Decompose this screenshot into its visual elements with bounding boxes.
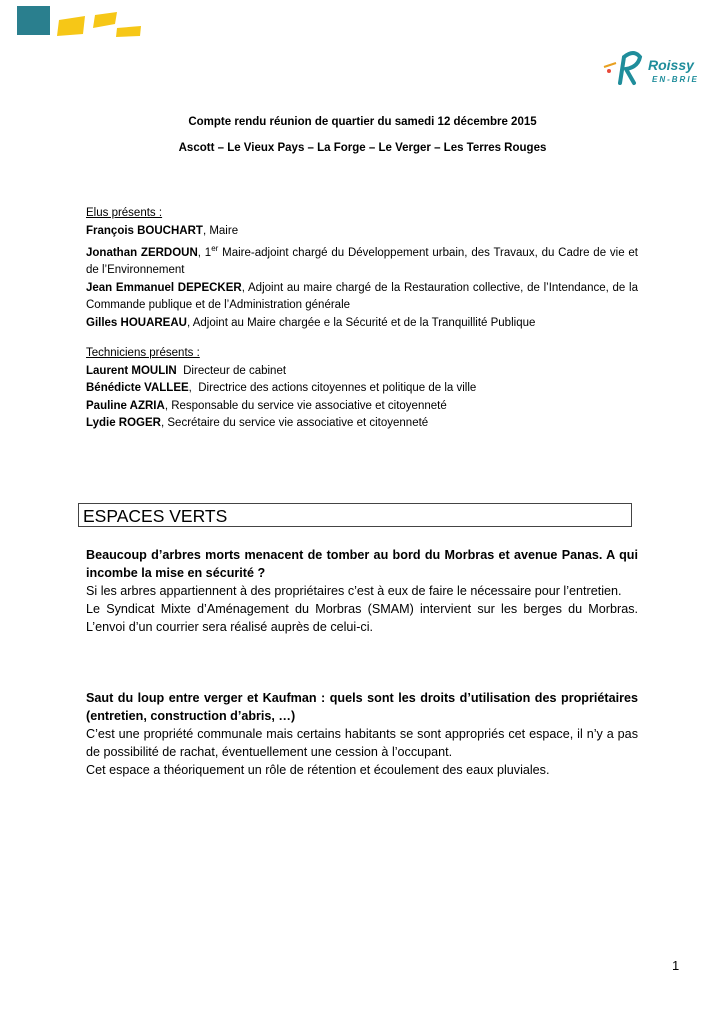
elus-item: François BOUCHART, Maire bbox=[86, 224, 239, 237]
technicien-item: Pauline AZRIA, Responsable du service vie associative et citoyenneté bbox=[86, 399, 447, 412]
qa-item bbox=[86, 689, 638, 779]
technicien-item: Bénédicte VALLEE, Directrice des actions citoyennes et politique de la ville bbox=[86, 382, 477, 394]
page-number: 1 bbox=[672, 958, 680, 973]
technicien-item: Laurent MOULIN Directeur de cabinet bbox=[86, 364, 287, 377]
logo-subtext: EN-BRIE bbox=[652, 75, 699, 84]
elus-heading: Elus présents : bbox=[86, 207, 163, 219]
logo-text: Roissy bbox=[648, 57, 694, 73]
document-title: Compte rendu réunion de quartier du samedi 12 décembre 2015 bbox=[188, 116, 537, 128]
elus-item: Gilles HOUAREAU, Adjoint au Maire chargée e la Sécurité et de la Tranquillité Publique bbox=[86, 316, 536, 329]
elus-section bbox=[86, 205, 638, 332]
elus-item: Jonathan ZERDOUN, 1er Maire-adjoint chargé du Développement urbain, des Travaux, du Cadre de vie et de l’Environnement bbox=[86, 244, 639, 277]
qa-answer: C’est une propriété communale mais certains habitants se sont appropriés cet espace, il n’y a pas de possibilité de rachat, éventuellement une cession à l’occupant. bbox=[86, 727, 638, 759]
logo-mark-icon bbox=[600, 47, 710, 91]
techniciens-section bbox=[86, 345, 638, 433]
qa-answer: Le Syndicat Mixte d’Aménagement du Morbras (SMAM) intervient sur les berges du Morbras. L’envoi d’un courrier sera réalisé auprès de celui-ci. bbox=[86, 602, 638, 634]
roissy-logo bbox=[600, 47, 710, 91]
techniciens-heading: Techniciens présents : bbox=[86, 347, 200, 359]
qa-item bbox=[86, 546, 638, 636]
qa-question: Beaucoup d’arbres morts menacent de tomber au bord du Morbras et avenue Panas. A qui incombe la mise en sécurité ? bbox=[86, 548, 638, 580]
header-teal-block bbox=[17, 6, 50, 35]
qa-answer: Cet espace a théoriquement un rôle de rétention et écoulement des eaux pluviales. bbox=[86, 763, 550, 777]
section-heading: ESPACES VERTS bbox=[78, 503, 632, 527]
qa-answer: Si les arbres appartiennent à des propriétaires c’est à eux de faire le nécessaire pour l’entretien. bbox=[86, 584, 622, 598]
document-subtitle: Ascott – Le Vieux Pays – La Forge – Le Verger – Les Terres Rouges bbox=[178, 142, 547, 154]
technicien-item: Lydie ROGER, Secrétaire du service vie associative et citoyenneté bbox=[86, 417, 429, 429]
elus-item: Jean Emmanuel DEPECKER, Adjoint au maire chargé de la Restauration collective, de l’Intendance, de la Commande publique et de l’Administration générale bbox=[86, 281, 638, 312]
qa-question: Saut du loup entre verger et Kaufman : quels sont les droits d’utilisation des propriétaires (entretien, construction d’abris, …) bbox=[86, 691, 638, 723]
header-yellow-shapes bbox=[55, 10, 145, 38]
